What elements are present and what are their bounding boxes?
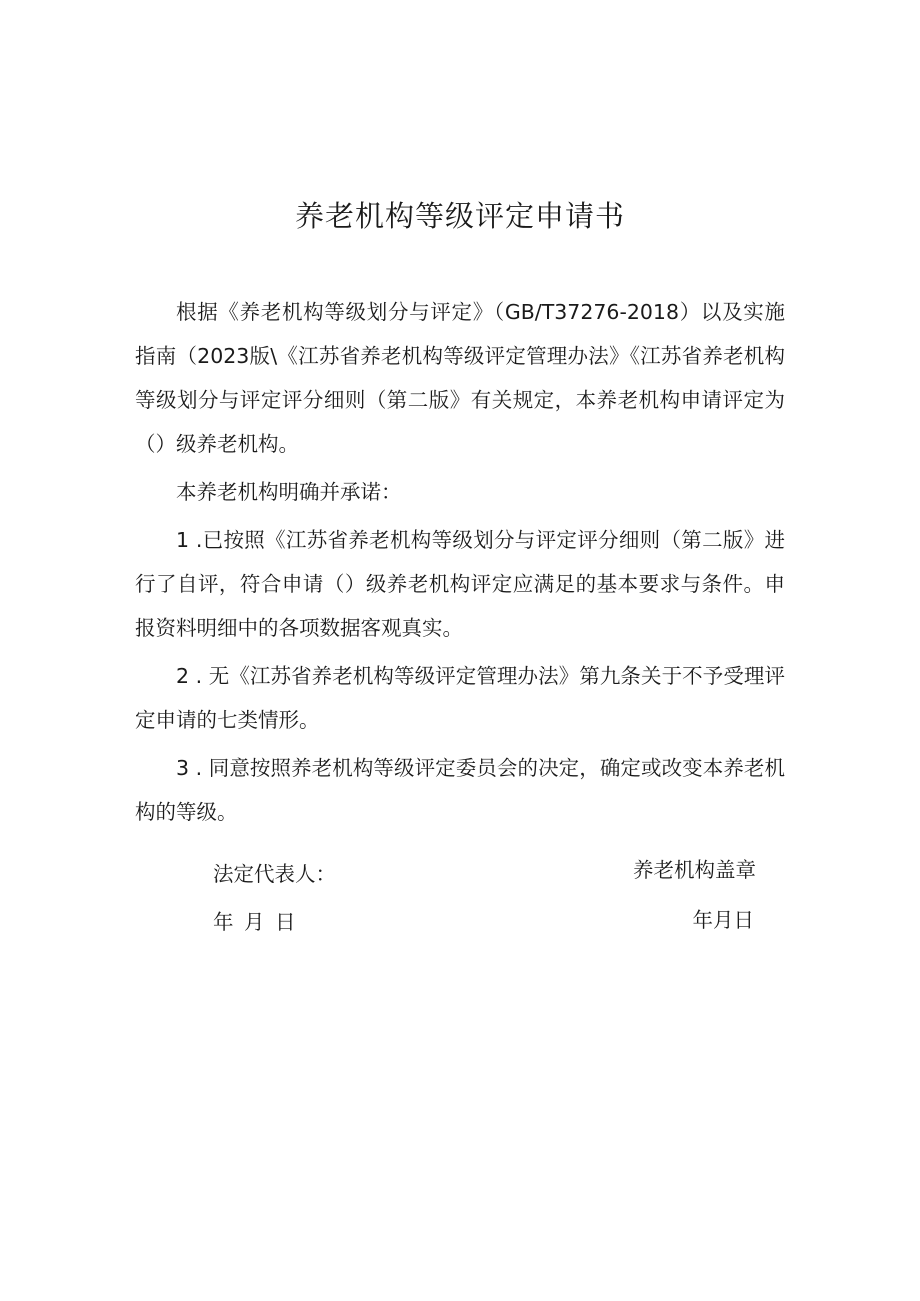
commitment-heading: 本养老机构明确并承诺： (176, 480, 402, 504)
seal-date: 年月日 (692, 908, 754, 932)
commitment-item-3: 3 . 同意按照养老机构等级评定委员会的决定，确定或改变本养老机构的等级。 (135, 756, 785, 824)
document-body (135, 290, 785, 838)
document-title: 养老机构等级评定申请书 (294, 199, 625, 233)
legal-representative-date: 年 月 日 (213, 910, 296, 934)
seal-label: 养老机构盖章 (633, 858, 756, 882)
commitment-item-2: 2 . 无《江苏省养老机构等级评定管理办法》第九条关于不予受理评定申请的七类情形。 (135, 664, 785, 732)
commitment-item-1: 1 .已按照《江苏省养老机构等级划分与评定评分细则（第二版》进行了自评，符合申请（）级养老机构评定应满足的基本要求与条件。申报资料明细中的各项数据客观真实。 (135, 528, 785, 640)
intro-paragraph: 根据《养老机构等级划分与评定》（GB/T37276-2018）以及实施指南（2023版\《江苏省养老机构等级评定管理办法》《江苏省养老机构等级划分与评定评分细则（第二版》有关规定，本养老机构申请评定为（）级养老机构。 (135, 300, 785, 456)
legal-representative-label: 法定代表人： (213, 862, 336, 886)
